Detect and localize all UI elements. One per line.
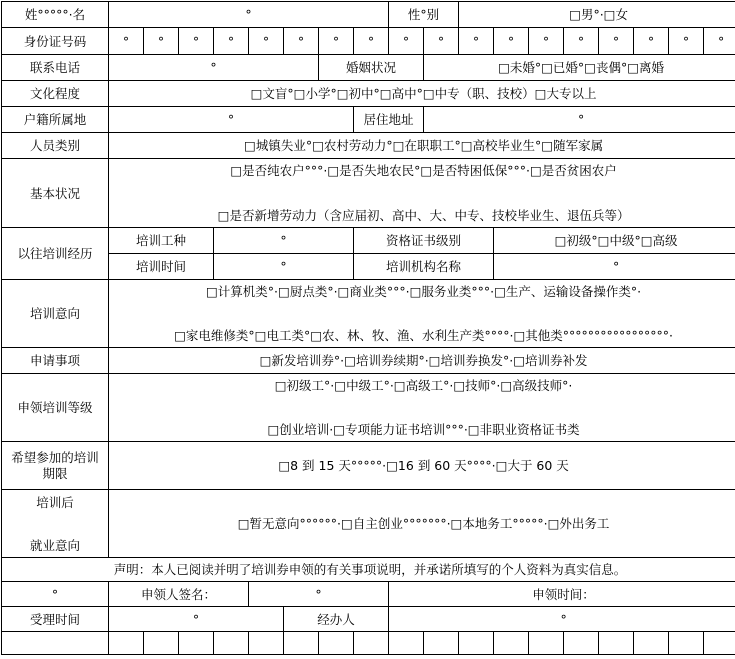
id-digit-cell[interactable]: ° bbox=[459, 28, 494, 55]
blank-grid-cell[interactable] bbox=[599, 632, 634, 655]
category-label: 人员类别 bbox=[2, 133, 109, 159]
form-table bbox=[1, 1, 735, 655]
row-apply bbox=[2, 348, 735, 374]
handler-value[interactable]: ° bbox=[389, 607, 735, 632]
training-org-value[interactable]: ° bbox=[494, 254, 735, 280]
name-value[interactable]: ° bbox=[109, 2, 389, 28]
signature-label: 申领人签名： bbox=[109, 582, 249, 607]
row-period bbox=[2, 442, 735, 490]
blank-grid-cell[interactable] bbox=[214, 632, 249, 655]
apply-date-label[interactable]: 申领时间： bbox=[389, 582, 735, 607]
household-value[interactable]: ° bbox=[109, 107, 354, 133]
row-name bbox=[2, 2, 735, 28]
row-intent bbox=[2, 280, 735, 348]
id-digit-cell[interactable]: ° bbox=[669, 28, 704, 55]
handler-label: 经办人 bbox=[284, 607, 389, 632]
period-label bbox=[2, 442, 109, 490]
id-digit-cell[interactable]: ° bbox=[634, 28, 669, 55]
intent-line-2[interactable]: □家电维修类°□电工类°□农、林、牧、渔、水利生产类°°°°·□其他类°°°°°°°°°°°°°°°°°· bbox=[174, 328, 674, 343]
period-label-line-1: 希望参加的培训 bbox=[11, 449, 99, 465]
row-history-1 bbox=[2, 228, 735, 254]
education-options[interactable]: □文盲°□小学°□初中°□高中°□中专（职、技校）□大专以上 bbox=[109, 81, 735, 107]
blank-grid-cell[interactable] bbox=[669, 632, 704, 655]
row-category bbox=[2, 133, 735, 159]
id-digit-cell[interactable]: ° bbox=[564, 28, 599, 55]
accept-time-label: 受理时间 bbox=[2, 607, 109, 632]
apply-label: 申请事项 bbox=[2, 348, 109, 374]
blank-grid-cell[interactable] bbox=[249, 632, 284, 655]
id-digit-cell[interactable]: ° bbox=[319, 28, 354, 55]
period-options[interactable]: □8 到 15 天°°°°°·□16 到 60 天°°°°·□大于 60 天 bbox=[109, 442, 735, 490]
blank-grid-cell[interactable] bbox=[109, 632, 144, 655]
apply-options[interactable]: □新发培训券°·□培训券续期°·□培训券换发°·□培训券补发 bbox=[109, 348, 735, 374]
id-digit-cell[interactable]: ° bbox=[144, 28, 179, 55]
id-digit-cell[interactable]: ° bbox=[599, 28, 634, 55]
after-label-line-2: 就业意向 bbox=[29, 537, 80, 553]
accept-time-value[interactable]: ° bbox=[109, 607, 284, 632]
name-label: 姓°°°°°·名 bbox=[2, 2, 109, 28]
id-digit-cell[interactable]: ° bbox=[284, 28, 319, 55]
blank-grid-cell[interactable] bbox=[494, 632, 529, 655]
id-digit-cell[interactable]: ° bbox=[109, 28, 144, 55]
trade-label: 培训工种 bbox=[109, 228, 214, 254]
id-digit-cell[interactable]: ° bbox=[179, 28, 214, 55]
after-label-line-1: 培训后 bbox=[36, 494, 74, 510]
blank-grid-cell[interactable] bbox=[564, 632, 599, 655]
training-org-label: 培训机构名称 bbox=[354, 254, 494, 280]
gender-label: 性°别 bbox=[389, 2, 459, 28]
intent-line-1[interactable]: □计算机类°·□厨点类°·□商业类°°°·□服务业类°°°·□生产、运输设备操作类°· bbox=[205, 284, 642, 299]
basic-status-line-1[interactable]: □是否纯农户°°°·□是否失地农民°□是否特困低保°°°·□是否贫困农户 bbox=[230, 163, 617, 178]
blank-grid-cell[interactable] bbox=[144, 632, 179, 655]
row-after bbox=[2, 490, 735, 558]
declaration-text: 声明：本人已阅读并明了培训券申领的有关事项说明，并承诺所填写的个人资料为真实信息。 bbox=[2, 558, 735, 582]
id-digit-cell[interactable]: ° bbox=[704, 28, 735, 55]
row-signature bbox=[2, 582, 735, 607]
trade-value[interactable]: ° bbox=[214, 228, 354, 254]
intent-options bbox=[109, 280, 735, 348]
basic-status-label: 基本状况 bbox=[2, 159, 109, 228]
id-digit-cell[interactable]: ° bbox=[354, 28, 389, 55]
blank-grid-cell[interactable] bbox=[179, 632, 214, 655]
basic-status-options bbox=[109, 159, 735, 228]
row-declaration bbox=[2, 558, 735, 582]
blank-grid-cell[interactable] bbox=[354, 632, 389, 655]
category-options[interactable]: □城镇失业°□农村劳动力°□在职职工°□高校毕业生°□随军家属 bbox=[109, 133, 735, 159]
training-time-label: 培训时间 bbox=[109, 254, 214, 280]
gender-options[interactable]: □男°·□女 bbox=[459, 2, 735, 28]
household-label: 户籍所属地 bbox=[2, 107, 109, 133]
signature-blank[interactable]: ° bbox=[2, 582, 109, 607]
address-value[interactable]: ° bbox=[424, 107, 735, 133]
blank-grid-cell[interactable] bbox=[459, 632, 494, 655]
row-education bbox=[2, 81, 735, 107]
level-options bbox=[109, 374, 735, 442]
basic-status-line-2[interactable]: □是否新增劳动力（含应届初、高中、大、中专、技校毕业生、退伍兵等） bbox=[217, 208, 630, 223]
row-household bbox=[2, 107, 735, 133]
id-digit-cell[interactable]: ° bbox=[214, 28, 249, 55]
blank-grid-cell[interactable] bbox=[634, 632, 669, 655]
intent-label: 培训意向 bbox=[2, 280, 109, 348]
phone-label: 联系电话 bbox=[2, 55, 109, 81]
blank-grid-cell[interactable] bbox=[319, 632, 354, 655]
after-options[interactable]: □暂无意向°°°°°°·□自主创业°°°°°°°·□本地务工°°°°°·□外出务工 bbox=[109, 490, 735, 558]
marital-options[interactable]: □未婚°□已婚°□丧偶°□离婚 bbox=[424, 55, 735, 81]
row-basic-status bbox=[2, 159, 735, 228]
row-phone bbox=[2, 55, 735, 81]
cert-level-label: 资格证书级别 bbox=[354, 228, 494, 254]
training-time-value[interactable]: ° bbox=[214, 254, 354, 280]
row-acceptance bbox=[2, 607, 735, 632]
level-line-2[interactable]: □创业培训·□专项能力证书培训°°°·□非职业资格证书类 bbox=[267, 422, 580, 437]
blank-grid-cell[interactable] bbox=[2, 632, 109, 655]
phone-value[interactable]: ° bbox=[109, 55, 319, 81]
row-id-number bbox=[2, 28, 735, 55]
row-history-2 bbox=[2, 254, 735, 280]
blank-grid-cell[interactable] bbox=[704, 632, 735, 655]
level-line-1[interactable]: □初级工°·□中级工°·□高级工°·□技师°·□高级技师°· bbox=[274, 378, 573, 393]
level-label: 申领培训等级 bbox=[2, 374, 109, 442]
id-digit-cell[interactable]: ° bbox=[494, 28, 529, 55]
marital-label: 婚姻状况 bbox=[319, 55, 424, 81]
row-blank-grid bbox=[2, 632, 735, 655]
history-label: 以往培训经历 bbox=[2, 228, 109, 280]
cert-level-options[interactable]: □初级°□中级°□高级 bbox=[494, 228, 735, 254]
period-label-line-2: 期限 bbox=[42, 465, 68, 481]
blank-grid-cell[interactable] bbox=[284, 632, 319, 655]
blank-grid-cell[interactable] bbox=[529, 632, 564, 655]
id-digit-cell[interactable]: ° bbox=[529, 28, 564, 55]
id-digit-cell[interactable]: ° bbox=[424, 28, 459, 55]
blank-grid-cell[interactable] bbox=[424, 632, 459, 655]
row-level bbox=[2, 374, 735, 442]
education-label: 文化程度 bbox=[2, 81, 109, 107]
id-digit-cell[interactable]: ° bbox=[389, 28, 424, 55]
id-number-label: 身份证号码 bbox=[2, 28, 109, 55]
signature-value[interactable]: ° bbox=[249, 582, 389, 607]
address-label: 居住地址 bbox=[354, 107, 424, 133]
id-digit-cell[interactable]: ° bbox=[249, 28, 284, 55]
after-label bbox=[2, 490, 109, 558]
blank-grid-cell[interactable] bbox=[389, 632, 424, 655]
